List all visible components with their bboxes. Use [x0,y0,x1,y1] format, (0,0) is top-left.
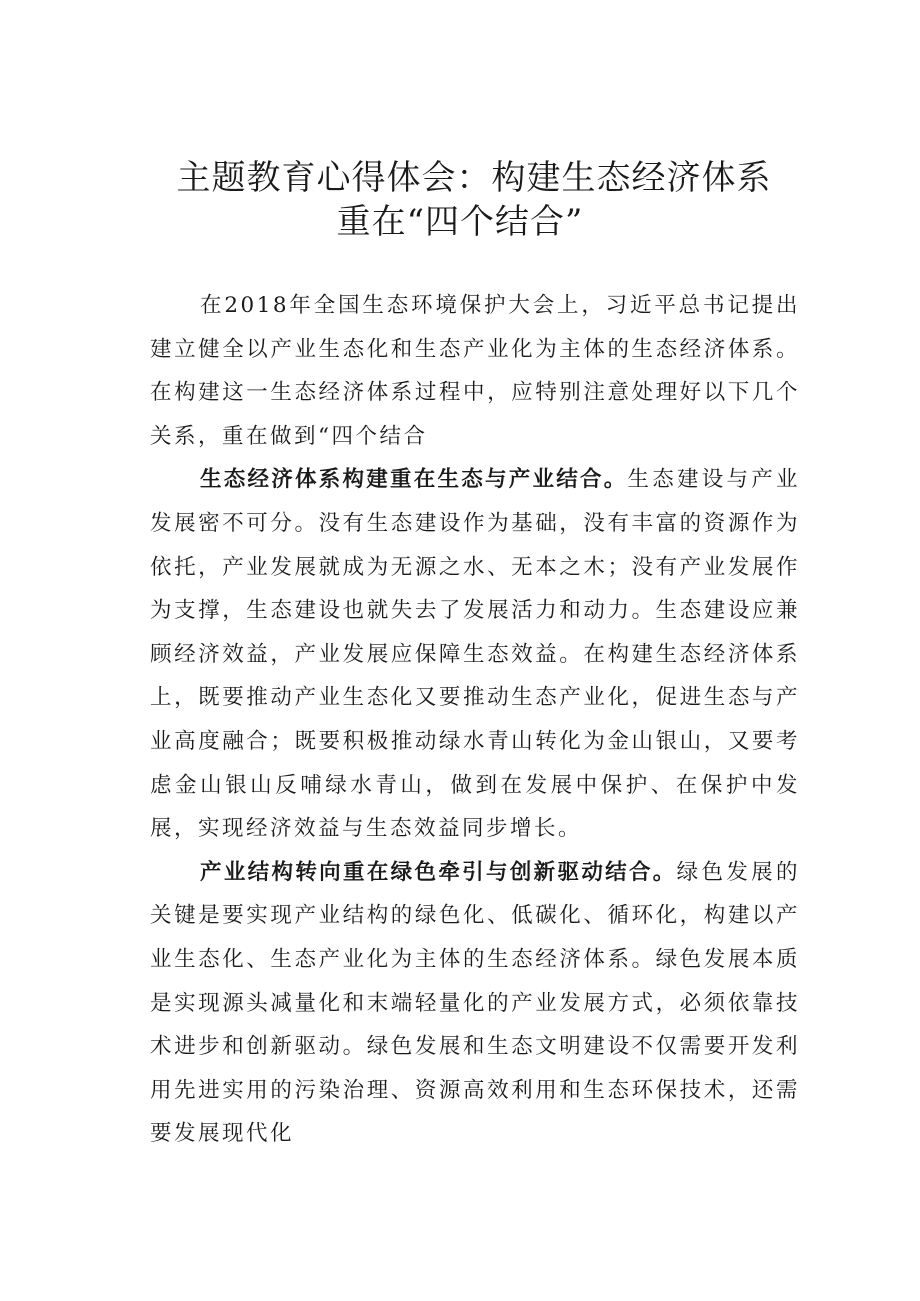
paragraph-text: 生态建设与产业发展密不可分。没有生态建设作为基础，没有丰富的资源作为依托，产业发展就成为无源之水、无本之木；没有产业发展作为支撑，生态建设也就失去了发展活力和动力。生态建设应兼顾经济效益，产业发展应保障生态效益。在构建生态经济体系上，既要推动产业生态化又要推动生态产业化，促进生态与产业高度融合；既要积极推动绿水青山转化为金山银山，又要考虑金山银山反哺绿水青山，做到在发展中保护、在保护中发展，实现经济效益与生态效益同步增长。 [150,467,800,842]
paragraph-lead-heading: 生态经济体系构建重在生态与产业结合。 [200,467,628,493]
paragraph-intro-text: 在2018年全国生态环境保护大会上，习近平总书记提出建立健全以产业生态化和生态产业化为主体的生态经济体系。在构建这一生态经济体系过程中，应特别注意处理好以下几个关系，重在做到“四个结合 [150,293,800,449]
paragraph-intro [150,284,800,458]
document-title-line-2: 重在“四个结合” [336,202,584,242]
document-title-line-1: 主题教育心得体会：构建生态经济体系 [176,158,772,198]
paragraph-green-innovation [150,851,800,1156]
paragraph-text: 绿色发展的关键是要实现产业结构的绿色化、低碳化、循环化，构建以产业生态化、生态产业化为主体的生态经济体系。绿色发展本质是实现源头减量化和末端轻量化的产业发展方式，必须依靠技术进步和创新驱动。绿色发展和生态文明建设不仅需要开发利用先进实用的污染治理、资源高效利用和生态环保技术，还需要发展现代化 [150,859,800,1147]
paragraph-ecology-industry [150,458,800,850]
document-body [150,284,800,1156]
paragraph-lead-heading: 产业结构转向重在绿色牵引与创新驱动结合。 [200,859,677,885]
